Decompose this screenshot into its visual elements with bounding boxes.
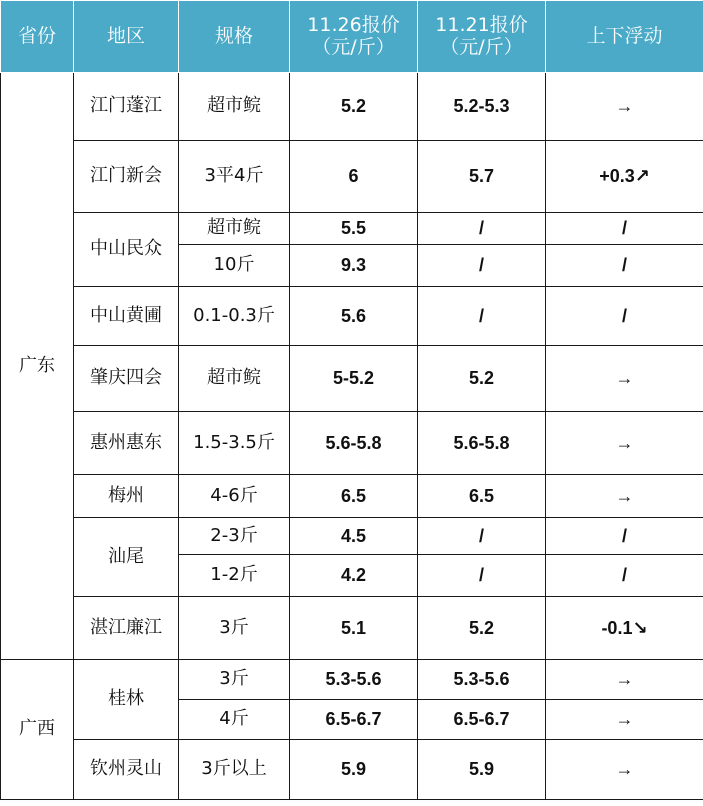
table-row — [1, 141, 703, 213]
spec-cell: 1-2斤 — [179, 555, 290, 597]
region-cell: 江门蓬江 — [74, 73, 179, 141]
region-cell: 梅州 — [74, 475, 179, 518]
spec-cell: 超市鲩 — [179, 73, 290, 141]
table-row — [1, 346, 703, 412]
price-1121-cell: 5.2 — [418, 346, 546, 412]
change-cell: / — [546, 555, 703, 597]
header-price-1126-unit: （元/斤） — [312, 35, 395, 58]
price-1121-cell: 6.5 — [418, 475, 546, 518]
price-1121-cell: 5.6-5.8 — [418, 412, 546, 475]
region-cell: 中山黄圃 — [74, 287, 179, 346]
header-price-1126 — [290, 1, 418, 73]
price-1126-cell: 5.6 — [290, 287, 418, 346]
change-cell: → — [546, 740, 703, 800]
table-row — [1, 597, 703, 660]
table-row — [1, 412, 703, 475]
spec-cell: 0.1-0.3斤 — [179, 287, 290, 346]
change-cell: → — [546, 346, 703, 412]
price-1126-cell: 5.5 — [290, 213, 418, 245]
region-cell: 湛江廉江 — [74, 597, 179, 660]
region-cell: 桂林 — [74, 660, 179, 740]
price-1126-cell: 9.3 — [290, 245, 418, 287]
price-1126-cell: 5.2 — [290, 73, 418, 141]
price-1121-cell: 5.2 — [418, 597, 546, 660]
spec-cell: 超市鲩 — [179, 213, 290, 245]
table-row — [1, 740, 703, 800]
spec-cell: 1.5-3.5斤 — [179, 412, 290, 475]
price-1126-cell: 6.5 — [290, 475, 418, 518]
table-row — [1, 518, 703, 555]
region-cell: 肇庆四会 — [74, 346, 179, 412]
price-1126-cell: 5.3-5.6 — [290, 660, 418, 700]
change-cell: → — [546, 412, 703, 475]
header-province: 省份 — [1, 1, 74, 73]
header-price-1121-unit: （元/斤） — [440, 35, 523, 58]
price-1121-cell: 5.9 — [418, 740, 546, 800]
price-1121-cell: / — [418, 213, 546, 245]
spec-cell: 3斤以上 — [179, 740, 290, 800]
change-cell: → — [546, 660, 703, 700]
price-1126-cell: 5-5.2 — [290, 346, 418, 412]
table-row — [1, 660, 703, 700]
header-price-1121-date: 11.21报价 — [435, 13, 528, 36]
table-row — [1, 475, 703, 518]
price-1121-cell: / — [418, 555, 546, 597]
price-1121-cell: / — [418, 245, 546, 287]
change-cell: / — [546, 245, 703, 287]
change-cell: → — [546, 475, 703, 518]
price-1121-cell: 6.5-6.7 — [418, 700, 546, 740]
spec-cell: 3斤 — [179, 597, 290, 660]
table-row — [1, 73, 703, 141]
change-cell: → — [546, 700, 703, 740]
price-1126-cell: 4.2 — [290, 555, 418, 597]
spec-cell: 3平4斤 — [179, 141, 290, 213]
change-cell: / — [546, 287, 703, 346]
header-spec: 规格 — [179, 1, 290, 73]
header-price-1126-date: 11.26报价 — [307, 13, 400, 36]
header-region: 地区 — [74, 1, 179, 73]
change-cell: / — [546, 213, 703, 245]
spec-cell: 2-3斤 — [179, 518, 290, 555]
change-cell: +0.3↗ — [546, 141, 703, 213]
province-guangxi: 广西 — [1, 660, 74, 800]
spec-cell: 4-6斤 — [179, 475, 290, 518]
region-cell: 惠州惠东 — [74, 412, 179, 475]
change-cell: / — [546, 518, 703, 555]
price-1126-cell: 5.6-5.8 — [290, 412, 418, 475]
change-cell: → — [546, 73, 703, 141]
spec-cell: 10斤 — [179, 245, 290, 287]
price-1121-cell: / — [418, 518, 546, 555]
price-1121-cell: / — [418, 287, 546, 346]
spec-cell: 4斤 — [179, 700, 290, 740]
region-cell: 江门新会 — [74, 141, 179, 213]
table-row — [1, 287, 703, 346]
region-cell: 汕尾 — [74, 518, 179, 597]
price-1126-cell: 5.1 — [290, 597, 418, 660]
price-1126-cell: 6.5-6.7 — [290, 700, 418, 740]
change-cell: -0.1↘ — [546, 597, 703, 660]
spec-cell: 3斤 — [179, 660, 290, 700]
header-change: 上下浮动 — [546, 1, 703, 73]
price-1126-cell: 5.9 — [290, 740, 418, 800]
price-1121-cell: 5.3-5.6 — [418, 660, 546, 700]
province-guangdong: 广东 — [1, 73, 74, 660]
price-1121-cell: 5.7 — [418, 141, 546, 213]
price-1126-cell: 6 — [290, 141, 418, 213]
region-cell: 中山民众 — [74, 213, 179, 287]
header-price-1121 — [418, 1, 546, 73]
spec-cell: 超市鲩 — [179, 346, 290, 412]
header-row — [1, 1, 703, 73]
table-row — [1, 213, 703, 245]
price-1126-cell: 4.5 — [290, 518, 418, 555]
region-cell: 钦州灵山 — [74, 740, 179, 800]
price-1121-cell: 5.2-5.3 — [418, 73, 546, 141]
